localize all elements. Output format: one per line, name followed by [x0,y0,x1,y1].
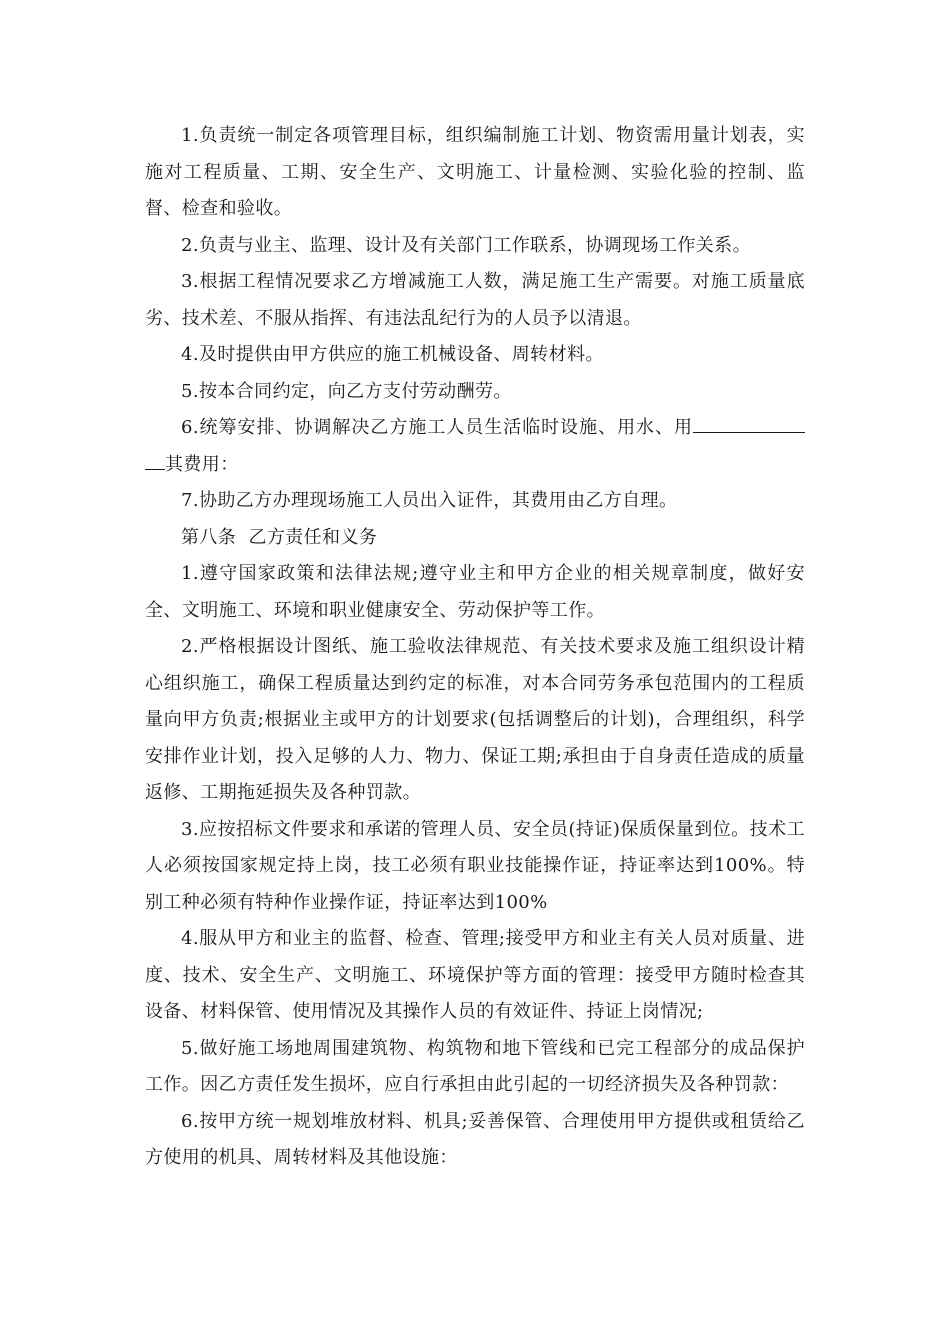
paragraph-obligation-6: 6.按甲方统一规划堆放材料、机具;妥善保管、合理使用甲方提供或租赁给乙方使用的机具、周转材料及其他设施： [145,1110,805,1168]
paragraph-obligation-2: 2.严格根据设计图纸、施工验收法律规范、有关技术要求及施工组织设计精心组织施工，确保工程质量达到约定的标准，对本合同劳务承包范围内的工程质量向甲方负责;根据业主或甲方的计划要求(包括调整后的计划)，合理组织，科学安排作业计划，投入足够的人力、物力、保证工期;承担由于自身责任造成的质量返修、工期拖延损失及各种罚款。 [145,636,805,803]
paragraph-duty-6-tail: 其费用： [165,453,239,475]
fill-in-blank-continued [145,447,165,470]
article-8-heading: 第八条 乙方责任和义务 [181,526,378,548]
paragraph-duty-5: 5.按本合同约定，向乙方支付劳动酬劳。 [181,380,512,402]
paragraph-duty-2: 2.负责与业主、监理、设计及有关部门工作联系，协调现场工作关系。 [181,234,751,256]
paragraph-duty-6 [145,410,805,483]
paragraph-duty-7: 7.协助乙方办理现场施工人员出入证件，其费用由乙方自理。 [181,490,678,511]
paragraph-obligation-3: 3.应按招标文件要求和承诺的管理人员、安全员(持证)保质保量到位。技术工人必须按国家规定持上岗，技工必须有职业技能操作证，持证率达到100%。特别工种必须有特种作业操作证，持证率达到100% [145,818,805,913]
paragraph-obligation-4: 4.服从甲方和业主的监督、检查、管理;接受甲方和业主有关人员对质量、进度、技术、安全生产、文明施工、环境保护等方面的管理：接受甲方随时检查其设备、材料保管、使用情况及其操作人员的有效证件、持证上岗情况; [145,928,805,1022]
paragraph-obligation-1: 1.遵守国家政策和法律法规;遵守业主和甲方企业的相关规章制度，做好安全、文明施工、环境和职业健康安全、劳动保护等工作。 [145,563,805,621]
paragraph-duty-1: 1.负责统一制定各项管理目标，组织编制施工计划、物资需用量计划表，实施对工程质量、工期、安全生产、文明施工、计量检测、实验化验的控制、监督、检查和验收。 [145,125,805,219]
fill-in-blank [693,410,805,433]
paragraph-duty-6-lead: 6.统筹安排、协调解决乙方施工人员生活临时设施、用水、用 [181,417,693,438]
paragraph-duty-4: 4.及时提供由甲方供应的施工机械设备、周转材料。 [181,344,604,365]
document-body [145,118,805,1177]
paragraph-obligation-5: 5.做好施工场地周围建筑物、构筑物和地下管线和已完工程部分的成品保护工作。因乙方责任发生损坏，应自行承担由此引起的一切经济损失及各种罚款： [145,1037,805,1095]
paragraph-duty-3: 3.根据工程情况要求乙方增减施工人数，满足施工生产需要。对施工质量底劣、技术差、不服从指挥、有违法乱纪行为的人员予以清退。 [145,271,805,329]
